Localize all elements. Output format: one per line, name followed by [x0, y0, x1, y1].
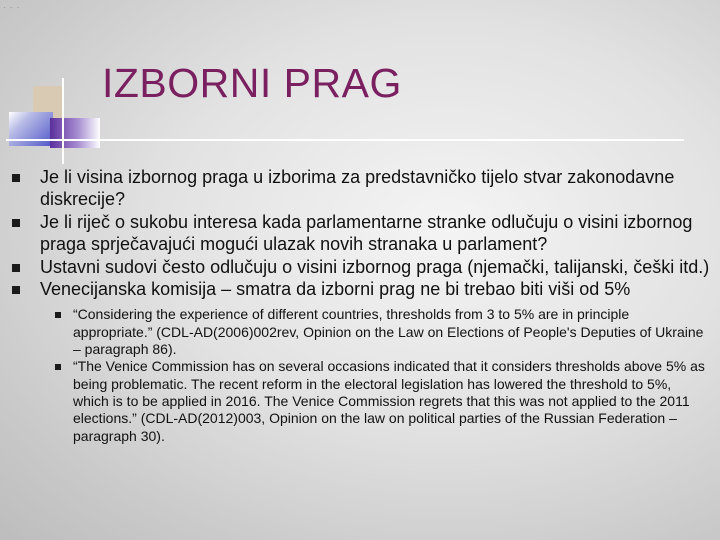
square-bullet-icon — [12, 219, 20, 227]
bullet-text: Je li visina izbornog praga u izborima za predstavničko tijelo stvar zakonodavne diskrecije? — [40, 167, 675, 210]
bullet-item — [0, 278, 716, 445]
slide-title: IZBORNI PRAG — [102, 60, 402, 106]
sub-bullet-item — [40, 306, 710, 358]
bullet-text: Venecijanska komisija – smatra da izborni prag ne bi trebao biti viši od 5% — [40, 279, 631, 300]
sub-bullet-list — [40, 306, 716, 444]
square-bullet-icon — [12, 286, 20, 294]
quote-text: “The Venice Commission has on several occasions indicated that it considers thresholds above 5% as being problematic. The recent reform in the electoral legislation has lowered the threshold to 5%, which is to be applied in 2016. The Venice Commission regrets that this was not applied to the 2011 elections.” (CDL-AD(2012)003, Opinion on the law on political parties of the Russian Federation – paragraph 30). — [73, 358, 705, 444]
square-bullet-icon — [12, 174, 20, 182]
decorative-square-violet — [50, 118, 100, 148]
bullet-text: Ustavni sudovi često odlučuju o visini izbornog praga (njemački, talijanski, češki itd.) — [40, 256, 710, 277]
sub-bullet-item — [40, 358, 710, 444]
square-bullet-icon — [12, 264, 20, 272]
bullet-list — [0, 166, 716, 445]
quote-text: “Considering the experience of different countries, thresholds from 3 to 5% are in principle appropriate.” (CDL-AD(2006)002rev, Opinion on the Law on Elections of People's Deputies of Ukraine – paragraph 86). — [73, 306, 704, 358]
corner-decoration: · · · — [3, 3, 21, 12]
decorative-vertical-line — [62, 78, 64, 164]
square-bullet-icon — [55, 312, 61, 318]
square-bullet-icon — [55, 364, 61, 370]
bullet-item — [0, 166, 716, 211]
bullet-item — [0, 211, 716, 256]
bullet-item — [0, 256, 716, 278]
title-underline — [6, 139, 684, 141]
bullet-text: Je li riječ o sukobu interesa kada parlamentarne stranke odlučuju o visini izbornog praga sprječavajući mogući ulazak novih stranaka u parlament? — [40, 211, 693, 255]
